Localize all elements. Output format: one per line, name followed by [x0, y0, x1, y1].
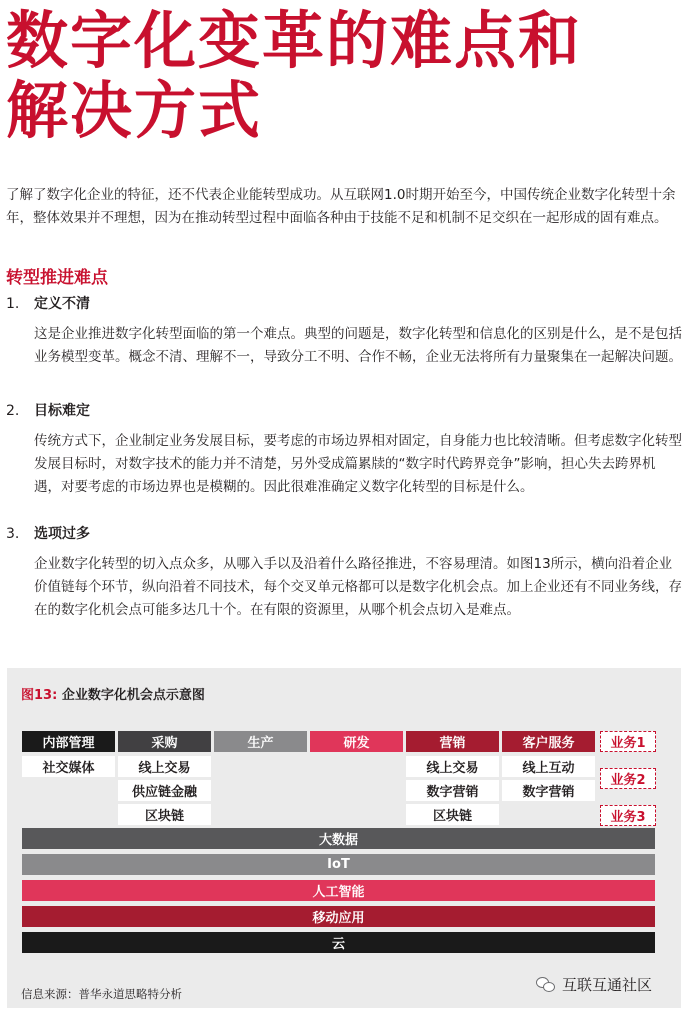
tech-bar-mobile: 移动应用	[22, 906, 655, 927]
tech-bar-ai: 人工智能	[22, 880, 655, 901]
watermark	[536, 974, 652, 995]
figure-label: 图13:	[21, 688, 58, 703]
intro-paragraph: 了解了数字化企业的特征，还不代表企业能转型成功。从互联网1.0时期开始至今，中国传统企业数字化转型十余年，整体效果并不理想，因为在推动转型过程中面临各种由于技能不足和机制不足交织在一起形成的固有难点。	[6, 187, 676, 226]
wechat-icon	[536, 976, 556, 994]
item-number: 1.	[6, 296, 20, 312]
item-title: 选项过多	[34, 526, 90, 542]
watermark-text: 互联互通社区	[562, 976, 653, 994]
list-item-2	[6, 401, 682, 499]
column-header-rnd: 研发	[310, 731, 403, 752]
tech-bar-big-data: 大数据	[22, 828, 655, 849]
cell-procurement-2: 供应链金融	[118, 780, 211, 801]
column-header-internal-management: 内部管理	[22, 731, 115, 752]
cell-customer-service-1: 线上互动	[502, 756, 595, 777]
column-header-production: 生产	[214, 731, 307, 752]
cell-procurement-3: 区块链	[118, 804, 211, 825]
item-title: 定义不清	[34, 296, 90, 312]
cell-customer-service-2: 数字营销	[502, 780, 595, 801]
business-line-2: 业务2	[600, 768, 656, 789]
business-line-3: 业务3	[600, 805, 656, 826]
figure-caption: 企业数字化机会点示意图	[61, 688, 205, 703]
page-title-line-2: 解决方式	[6, 74, 263, 147]
item-body: 企业数字化转型的切入点众多，从哪入手以及沿着什么路径推进，不容易理清。如图13所示，横向沿着企业价值链每个环节，纵向沿着不同技术，每个交叉单元格都可以是数字化机会点。加上企业还有不同业务线，存在的数字化机会点可能多达几十个。在有限的资源里，从哪个机会点切入是难点。	[34, 556, 682, 618]
item-heading	[6, 294, 682, 314]
item-number: 3.	[6, 526, 20, 542]
column-header-marketing: 营销	[406, 731, 499, 752]
column-header-customer-service: 客户服务	[502, 731, 595, 752]
list-item-3	[6, 524, 682, 622]
figure-source: 信息来源：普华永道思略特分析	[21, 987, 182, 1001]
item-heading	[6, 401, 682, 421]
business-line-1: 业务1	[600, 731, 656, 752]
cell-marketing-3: 区块链	[406, 804, 499, 825]
tech-bar-cloud: 云	[22, 932, 655, 953]
list-item-1	[6, 294, 682, 369]
figure-title	[21, 684, 205, 703]
item-number: 2.	[6, 403, 20, 419]
cell-marketing-1: 线上交易	[406, 756, 499, 777]
figure-13	[7, 668, 681, 1008]
cell-marketing-2: 数字营销	[406, 780, 499, 801]
item-heading	[6, 524, 682, 544]
item-body: 这是企业推进数字化转型面临的第一个难点。典型的问题是，数字化转型和信息化的区别是什么，是不是包括业务模型变革。概念不清、理解不一，导致分工不明、合作不畅，企业无法将所有力量聚集在一起解决问题。	[34, 326, 682, 365]
item-body: 传统方式下，企业制定业务发展目标，要考虑的市场边界相对固定，自身能力也比较清晰。但考虑数字化转型发展目标时，对数字技术的能力并不清楚，另外受成篇累牍的“数字时代跨界竞争”影响，担心失去跨界机遇，对要考虑的市场边界也是模糊的。因此很难准确定义数字化转型的目标是什么。	[34, 433, 682, 495]
column-header-procurement: 采购	[118, 731, 211, 752]
cell-procurement-1: 线上交易	[118, 756, 211, 777]
tech-bar-iot: IoT	[22, 854, 655, 875]
page-title	[6, 6, 686, 146]
item-title: 目标难定	[34, 403, 90, 419]
cell-internal-management-1: 社交媒体	[22, 756, 115, 777]
page-title-line-1: 数字化变革的难点和	[6, 4, 583, 77]
section-heading: 转型推进难点	[6, 268, 108, 288]
